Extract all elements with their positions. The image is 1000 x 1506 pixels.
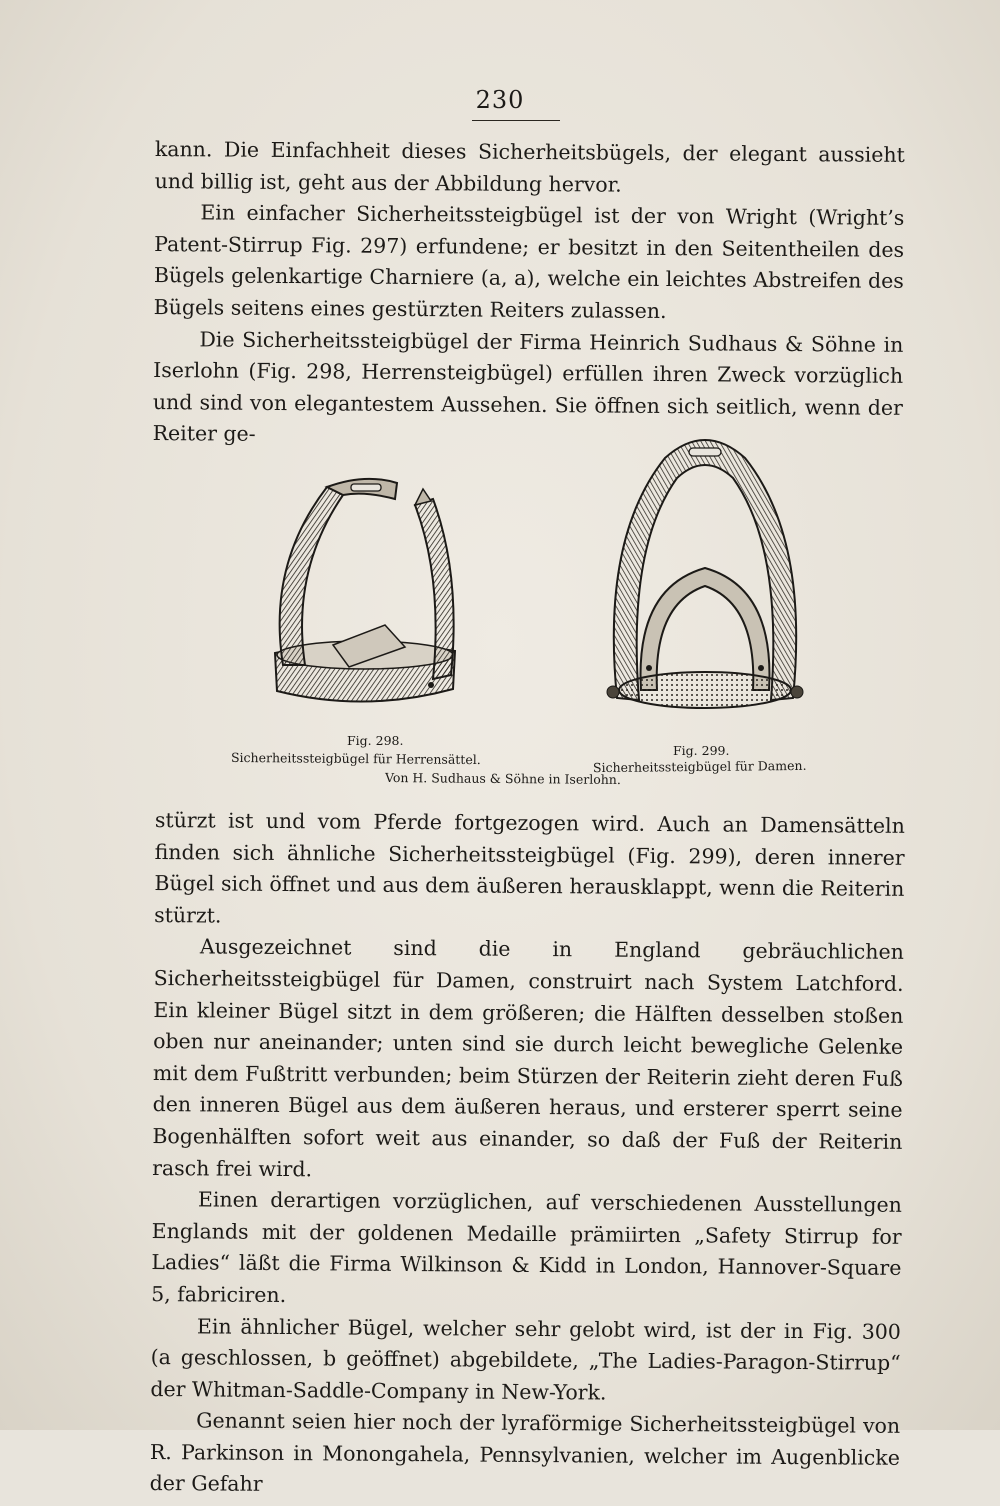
stirrup-gentlemen-illustration [265,475,465,735]
paragraph: Einen derartigen vorzüglichen, auf verschiedenen Ausstellungen Englands mit der goldenen Medaille prämiirten „Safety Stirrup for Ladies“ läßt die Firma Wilkinson & Kidd in London, Hannover-Square 5, fabriciren. [151,1187,902,1307]
fig-299-caption: Sicherheitssteigbügel für Damen. [592,757,807,776]
paragraph: Die Sicherheitssteigbügel der Firma Heinrich Sudhaus & Söhne in Iserlohn (Fig. 298, Herrensteigbügel) erfüllen ihren Zweck vorzüglich und sind von elegantestem Aussehen. Sie öffnen sich seitlich, wenn der Reiter ge- [152,326,904,447]
page-number: 230 [475,86,525,114]
paragraph: Ausgezeichnet sind die in England gebräuchlichen Sicherheitssteigbügel für Damen, construirt nach System Latchford. Ein kleiner Bügel sitzt in dem größeren; die Hälften desselben stoßen oben nur aneinander; unten sind sie durch leicht bewegliche Gelenke mit dem Fußtritt verbunden; beim Stürzen der Reiterin zieht deren Fuß den inneren Bügel aus dem äußeren heraus, und ersterer sperrt seine Bogenhälften sofort weit aus einander, so daß der Fuß der Reiterin rasch frei wird. [152,934,904,1181]
fig-298-caption: Sicherheitssteigbügel für Herrensättel. [230,749,481,768]
paragraph: Ein einfacher Sicherheitssteigbügel ist der von Wright (Wright’s Patent-Stirrup Fig. 297) erfundene; er besitzt in den Seitentheilen des Bügels gelenkartige Charniere (a, a), welche ein leichtes Abstreifen des Bügels seitens eines gestürzten Reiters zulassen. [153,200,905,323]
fig-299-label: Fig. 299. [673,743,730,758]
paragraph: Ein ähnlicher Bügel, welcher sehr gelobt wird, ist der in Fig. 300 (a geschlossen, b geöffnet) abgebildete, „The Ladies-Paragon-Stirrup“ der Whitman-Saddle-Company in New-York. [150,1313,901,1405]
paragraph: kann. Die Einfachheit dieses Sicherheitsbügels, der elegant aussieht und billig ist, geht aus der Abbildung hervor. [154,136,905,197]
stirrup-ladies-illustration [605,428,805,728]
paragraph: stürzt ist und vom Pferde fortgezogen wird. Auch an Damensätteln finden sich ähnliche Sicherheitssteigbügel (Fig. 299), deren innerer Bügel sich öffnet und aus dem äußeren herausklappt, wenn die Reiterin stürzt. [154,807,905,928]
paragraph: Genannt seien hier noch der lyraförmige Sicherheitssteigbügel von R. Parkinson in Monongahela, Pennsylvanien, welcher im Augenblicke der Gefahr [149,1408,901,1497]
text-block-bottom [150,805,905,1506]
header-rule [472,120,560,121]
text-block-top [153,134,905,456]
figure-credit: Von H. Sudhaus & Söhne in Iserlohn. [384,769,621,788]
fig-298-label: Fig. 298. [347,733,404,748]
figure-area [225,420,845,820]
